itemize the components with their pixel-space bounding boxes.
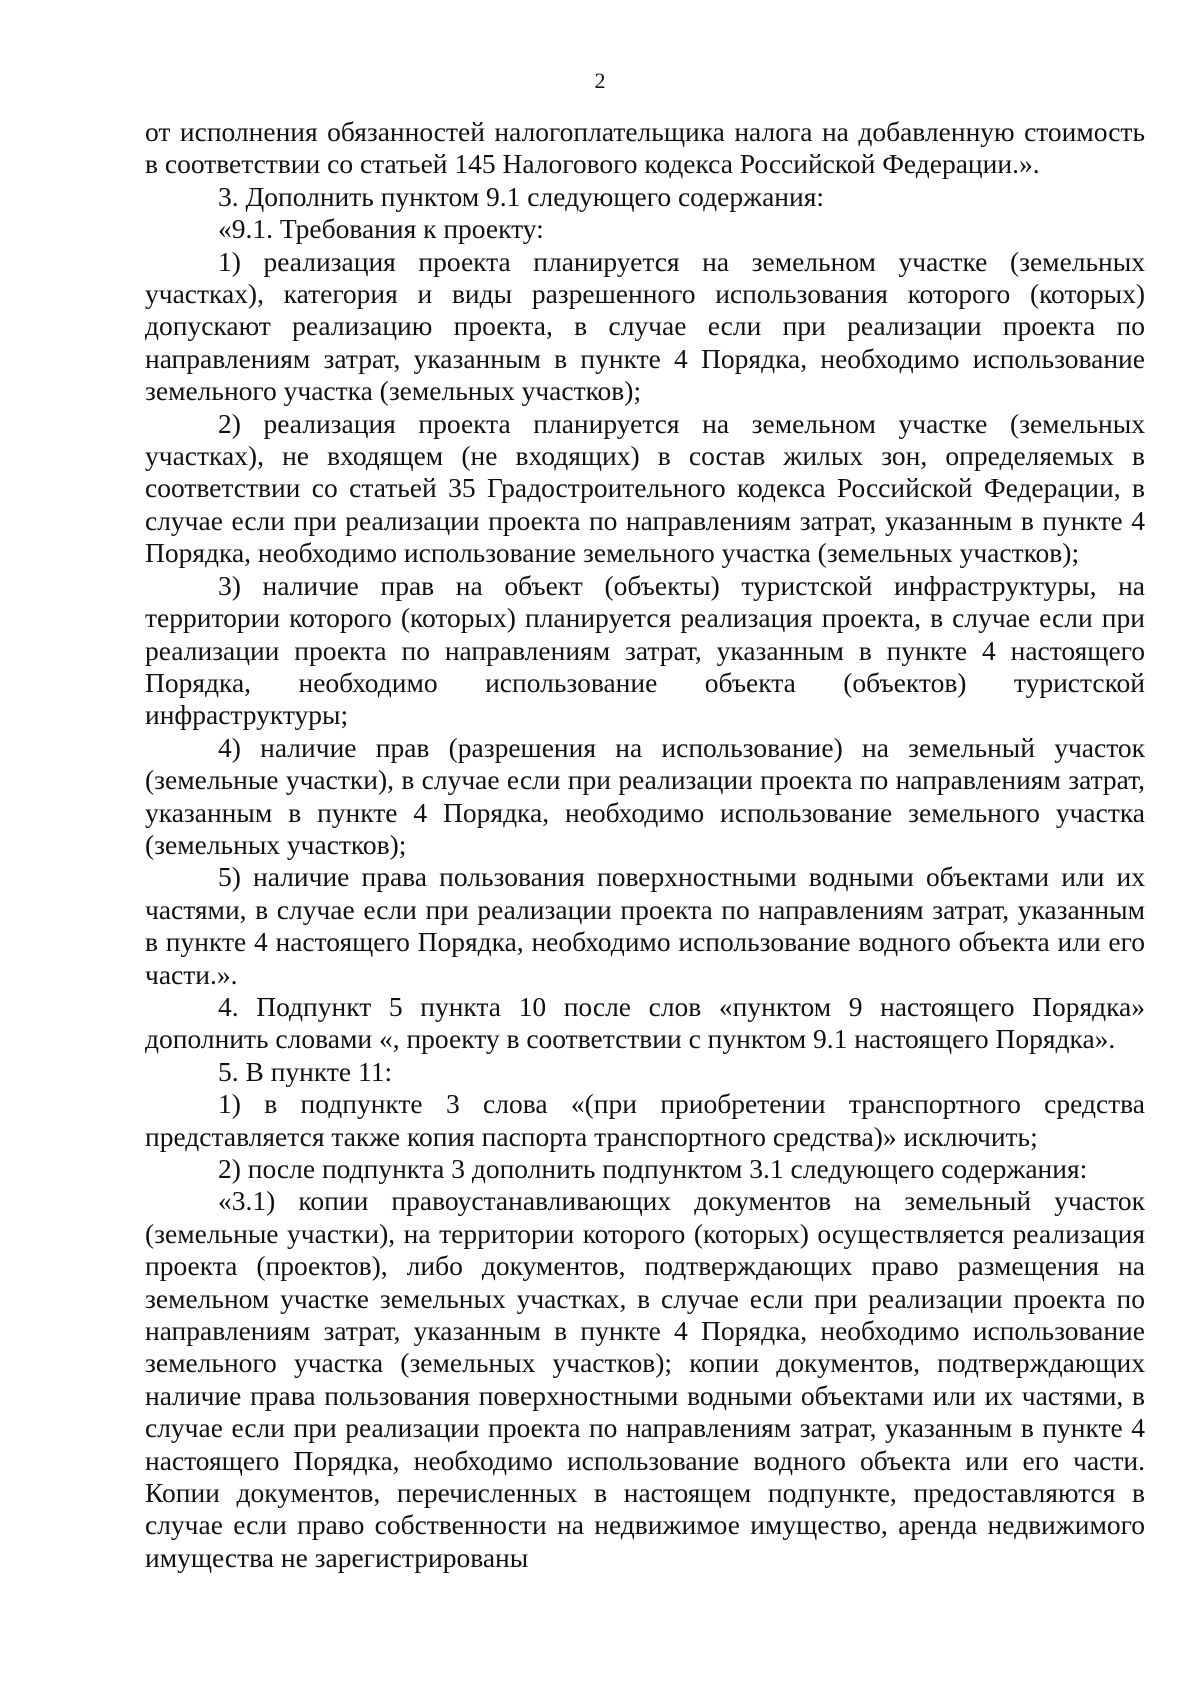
paragraph-subitem-1: 1) в подпункте 3 слова «(при приобретении транспортного средства представляется также копия паспорта транспортного средства)» исключить; (145, 1088, 1145, 1152)
paragraph-9-1-heading: «9.1. Требования к проекту: (218, 213, 544, 245)
paragraph-item-5: 5. В пункте 11: (218, 1055, 393, 1087)
paragraph-subitem-2: 2) после подпункта 3 дополнить подпунктом 3.1 следующего содержания: (218, 1153, 1088, 1184)
page-number: 2 (594, 68, 606, 93)
paragraph-requirement-3: 3) наличие прав на объект (объекты) туристской инфраструктуры, на территории которого (которых) планируется реализация проекта, в случае если при реализации проекта по направлениям затрат, указанным в пункте 4 настоящего Порядка, необходимо использование объекта (объектов) туристской инфраструктуры; (145, 569, 1145, 731)
paragraph-subitem-3-1: «3.1) копии правоустанавливающих документов на земельный участок (земельные участки), на территории которого (которых) осуществляется реализация проекта (проектов), либо документов, подтверждающих право размещения на земельном участке земельных участках, в случае если при реализации проекта по направлениям затрат, указанным в пункте 4 Порядка, необходимо использование земельного участка (земельных участков); копии документов, подтверждающих наличие права пользования поверхностными водными объектами или их частями, в случае если при реализации проекта по направлениям затрат, указанным в пункте 4 настоящего Порядка, необходимо использование водного объекта или его части. Копии документов, перечисленных в настоящем подпункте, предоставляются в случае если право собственности на недвижимое имущество, аренда недвижимого имущества не зарегистрированы (145, 1185, 1145, 1573)
paragraph-continuation: от исполнения обязанностей налогоплательщика налога на добавленную стоимость в соответствии со статьей 145 Налогового кодекса Российской Федерации.». (145, 116, 1145, 180)
paragraph-requirement-1: 1) реализация проекта планируется на земельном участке (земельных участках), категория и виды разрешенного использования которого (которых) допускают реализацию проекта, в случае если при реализации проекта по направлениям затрат, указанным в пункте 4 Порядка, необходимо использование земельного участка (земельных участков); (145, 245, 1145, 407)
paragraph-item-3: 3. Дополнить пунктом 9.1 следующего содержания: (218, 180, 824, 212)
paragraph-item-4: 4. Подпункт 5 пункта 10 после слов «пунктом 9 настоящего Порядка» дополнить словами «, проекту в соответствии с пунктом 9.1 настоящего Порядка». (145, 990, 1145, 1055)
document-body (145, 116, 1145, 1574)
paragraph-requirement-4: 4) наличие прав (разрешения на использование) на земельный участок (земельные участки), в случае если при реализации проекта по направлениям затрат, указанным в пункте 4 Порядка, необходимо использование земельного участка (земельных участков); (145, 731, 1145, 860)
paragraph-requirement-2: 2) реализация проекта планируется на земельном участке (земельных участках), не входящем (не входящих) в состав жилых зон, определяемых в соответствии со статьей 35 Градостроительного кодекса Российской Федерации, в случае если при реализации проекта по направлениям затрат, указанным в пункте 4 Порядка, необходимо использование земельного участка (земельных участков); (145, 407, 1145, 569)
paragraph-requirement-5: 5) наличие права пользования поверхностными водными объектами или их частями, в случае если при реализации проекта по направлениям затрат, указанным в пункте 4 настоящего Порядка, необходимо использование водного объекта или его части.». (145, 861, 1145, 990)
